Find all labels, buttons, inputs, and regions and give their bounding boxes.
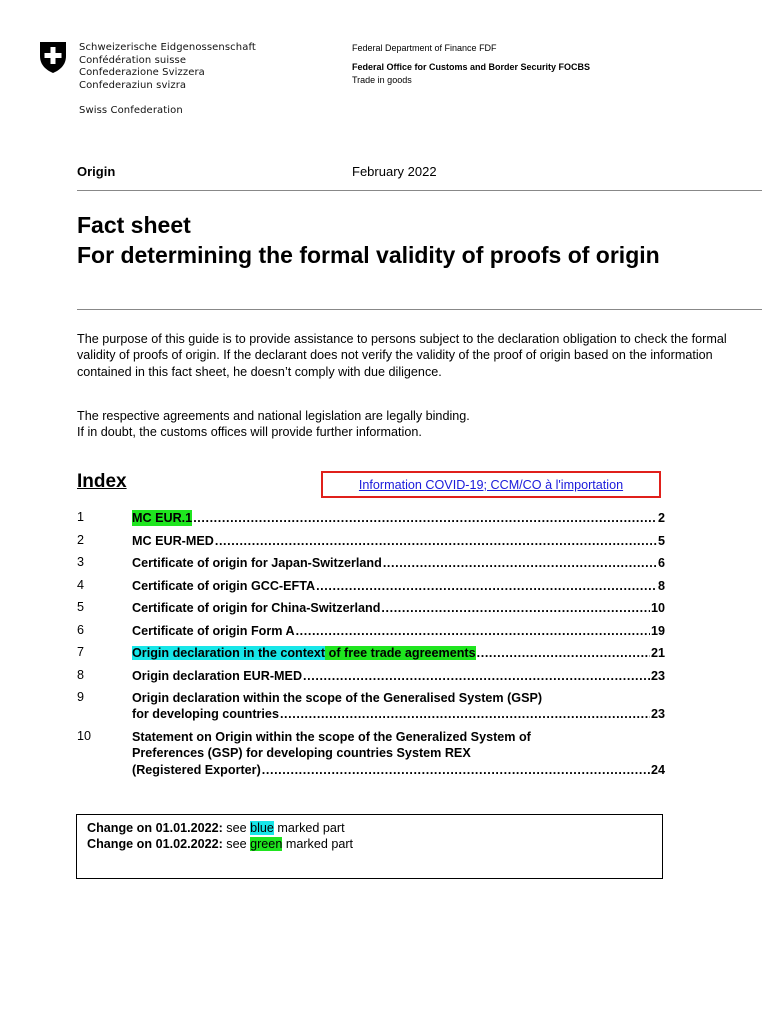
toc-number: 8 <box>77 667 85 682</box>
change-notice-box <box>76 814 663 879</box>
change-notice-line-1 <box>87 820 652 836</box>
toc-number: 3 <box>77 555 85 569</box>
change-label: Change on 01.02.2022: <box>87 837 223 852</box>
toc-text: MC EUR.1 <box>132 511 193 525</box>
covid-info-box <box>321 471 661 498</box>
toc-number: 6 <box>77 622 85 637</box>
toc-number: 2 <box>77 532 85 547</box>
toc-number: 4 <box>77 577 85 592</box>
toc-text-blue-marked: Origin declaration in the context <box>132 646 326 660</box>
toc-leader <box>477 645 650 661</box>
intro-paragraph-2-line-2: If in doubt, the customs offices will provide further information. <box>77 425 422 440</box>
toc-page: 23 <box>650 668 665 683</box>
name-romansh: Confederaziun svizra <box>79 79 187 91</box>
toc-text-line-2: for developing countries <box>132 707 279 722</box>
toc-text-line-2: Preferences (GSP) for developing countries System REX <box>132 746 471 761</box>
toc-text-line-1: Statement on Origin within the scope of the Generalized System of <box>132 730 531 744</box>
department-name: Federal Department of Finance FDF <box>352 43 497 53</box>
change-label: Change on 01.01.2022: <box>87 821 223 835</box>
document-date: February 2022 <box>352 164 437 179</box>
toc-number: 10 <box>77 729 92 743</box>
toc-page: 6 <box>657 556 665 570</box>
toc-text: Origin declaration EUR-MED <box>132 668 303 683</box>
toc-leader <box>262 762 650 778</box>
index-heading: Index <box>77 471 127 492</box>
toc-leader <box>280 706 650 722</box>
toc-leader <box>381 600 650 616</box>
change-notice-line-2 <box>87 836 652 852</box>
toc-leader <box>303 668 650 684</box>
toc-number: 7 <box>77 645 85 659</box>
office-name: Federal Office for Customs and Border Security FOCBS <box>352 62 591 72</box>
swiss-confederation-label: Swiss Confederation <box>79 105 183 116</box>
intro-paragraph-2-line-1: The respective agreements and national legislation are legally binding. <box>77 409 470 423</box>
confederation-names <box>79 42 256 92</box>
name-german: Schweizerische Eidgenossenschaft <box>79 42 256 53</box>
toc-page: 5 <box>657 533 665 548</box>
division-name: Trade in goods <box>352 75 412 85</box>
toc-number: 5 <box>77 600 85 614</box>
green-mark: green <box>250 837 283 852</box>
title-line-1: Fact sheet <box>77 212 191 238</box>
toc-text: Certificate of origin for China-Switzerland <box>132 601 381 615</box>
divider-top <box>77 190 762 191</box>
toc-leader <box>383 555 657 571</box>
swiss-coat-of-arms-icon <box>38 40 68 74</box>
divider-bottom <box>77 309 762 310</box>
name-french: Confédération suisse <box>79 54 187 66</box>
page-title <box>77 210 660 270</box>
toc-text-line-1: Origin declaration within the scope of the Generalised System (GSP) <box>132 691 543 705</box>
name-italian: Confederazione Svizzera <box>79 67 205 79</box>
toc-page: 23 <box>650 707 665 722</box>
change-text: marked part <box>282 837 354 852</box>
intro-paragraph-2 <box>77 408 767 441</box>
change-text: see <box>222 837 251 852</box>
toc-text-line-3: (Registered Exporter) <box>132 762 261 777</box>
toc-text: Certificate of origin for Japan-Switzerland <box>132 556 382 570</box>
toc-leader <box>193 510 657 526</box>
toc-number: 1 <box>77 510 85 524</box>
blue-mark: blue <box>250 821 274 835</box>
toc-page: 2 <box>657 511 665 525</box>
toc-text: Certificate of origin Form A <box>132 623 295 638</box>
title-line-2: For determining the formal validity of proofs of origin <box>77 242 660 268</box>
topic-label: Origin <box>77 164 116 179</box>
toc-text-green-marked: of free trade agreements <box>325 646 476 660</box>
toc-text: MC EUR-MED <box>132 533 214 548</box>
toc-page: 10 <box>650 601 665 615</box>
toc-page: 8 <box>657 578 665 593</box>
toc-page: 19 <box>650 623 665 638</box>
toc-text: Certificate of origin GCC-EFTA <box>132 578 316 593</box>
intro-paragraph-1: The purpose of this guide is to provide assistance to persons subject to the declaration obligation to check the formal validity of proofs of origin. If the declarant does not verify the validity of the proof of origin based on the information contained in this fact sheet, he doesn’t comply with due diligence. <box>77 332 727 379</box>
toc-leader <box>215 533 657 549</box>
toc-number: 9 <box>77 690 85 704</box>
toc-page: 21 <box>650 646 665 660</box>
change-text: marked part <box>273 821 345 835</box>
change-text: see <box>222 821 251 835</box>
toc-page: 24 <box>650 762 665 777</box>
toc-leader <box>296 623 650 639</box>
toc-leader <box>316 578 657 594</box>
covid-info-link[interactable]: Information COVID-19; CCM/CO à l'importation <box>358 477 624 492</box>
